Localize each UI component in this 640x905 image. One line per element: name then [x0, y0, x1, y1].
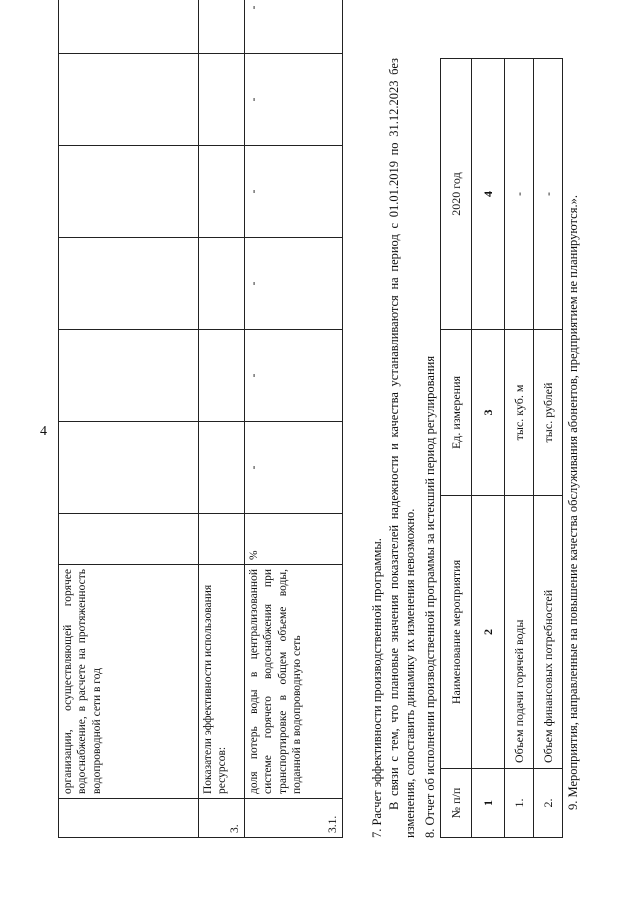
unit-cell	[199, 514, 245, 565]
measure-unit: тыс. куб. м	[505, 330, 534, 496]
value-cell	[59, 0, 199, 54]
value-cell: -	[245, 0, 343, 54]
section-9-text: 9. Мероприятия, направленные на повышение качества обслуживания абонентов, предприятием не планируются.».	[566, 195, 580, 810]
value-cell: -	[245, 422, 343, 514]
value-cell	[199, 0, 245, 54]
header-name: Наименование мероприятия	[441, 496, 472, 769]
row-number: 1.	[505, 769, 534, 838]
column-numbers-row	[472, 59, 505, 838]
table-row	[59, 0, 199, 838]
row-number-cell: 3.	[199, 799, 245, 838]
value-cell	[59, 330, 199, 422]
header-num: № п/п	[441, 769, 472, 838]
indicator-name-cell: организации, осуществляющей горячее водоснабжение, в расчете на протяженность водопроводной сети в год	[59, 565, 199, 799]
section-7-heading: 7. Расчет эффективности производственной программы.	[370, 538, 384, 838]
header-unit: Ед. измерения	[441, 330, 472, 496]
indicators-table	[58, 0, 343, 838]
value-cell	[59, 146, 199, 238]
measure-unit: тыс. рублей	[534, 330, 563, 496]
table-row	[505, 59, 534, 838]
table-row	[534, 59, 563, 838]
unit-cell	[59, 514, 199, 565]
column-number: 4	[472, 59, 505, 330]
page-number: 4	[40, 424, 47, 439]
measure-value: -	[534, 59, 563, 330]
row-number-cell: 3.1.	[245, 799, 343, 838]
value-cell: -	[245, 146, 343, 238]
value-cell	[199, 54, 245, 146]
indicator-name-cell: доля потерь воды в централизованной системе горячего водоснабжения при транспортировке в общем объеме воды, поданной в водопроводную сеть	[245, 565, 343, 799]
report-table	[440, 58, 563, 838]
header-year: 2020 год	[441, 59, 472, 330]
row-number: 2.	[534, 769, 563, 838]
value-cell	[59, 54, 199, 146]
section-8-heading: 8. Отчет об исполнении производственной программы за истекший период регулирования	[423, 355, 437, 838]
value-cell	[199, 422, 245, 514]
value-cell: -	[245, 238, 343, 330]
column-number: 3	[472, 330, 505, 496]
table-row	[245, 0, 343, 838]
table-row	[199, 0, 245, 838]
rotated-page-content	[58, 5, 618, 838]
measure-name: Объем финансовых потребностей	[534, 496, 563, 769]
value-cell	[199, 146, 245, 238]
indicator-name-cell: Показатели эффективности использования ресурсов:	[199, 565, 245, 799]
table-header-row	[441, 59, 472, 838]
value-cell	[59, 238, 199, 330]
value-cell: -	[245, 54, 343, 146]
unit-cell: %	[245, 514, 343, 565]
value-cell	[199, 238, 245, 330]
column-number: 1	[472, 769, 505, 838]
section-7-text: В связи с тем, что плановые значения показателей надежности и качества устанавливаются на период с 01.01.2019 по 31.12.2023 без изменения, сопоставить динамику их изменения невозможно.	[387, 58, 417, 838]
value-cell	[199, 330, 245, 422]
measure-value: -	[505, 59, 534, 330]
column-number: 2	[472, 496, 505, 769]
value-cell: -	[245, 330, 343, 422]
value-cell	[59, 422, 199, 514]
row-number-cell	[59, 799, 199, 838]
measure-name: Объем подачи горячей воды	[505, 496, 534, 769]
